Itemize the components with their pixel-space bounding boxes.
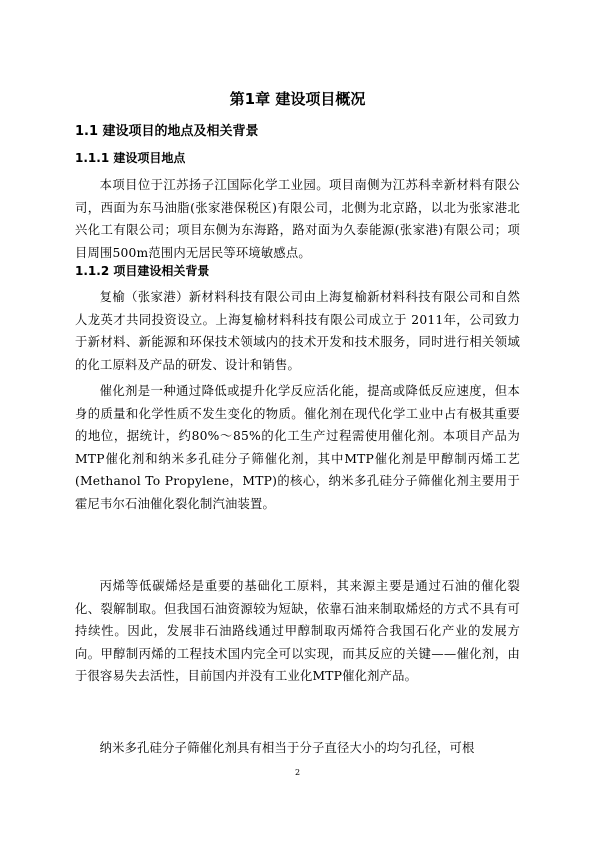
section-heading-1-1-2: 1.1.2 项目建设相关背景 (75, 264, 210, 278)
section-heading-1-1: 1.1 建设项目的地点及相关背景 (75, 124, 259, 139)
page-number: 2 (294, 768, 301, 777)
paragraph-company: 复榆（张家港）新材料科技有限公司由上海复榆新材料科技有限公司和自然人龙英才共同投资设立。上海复榆材料科技有限公司成立于 2011年，公司致力于新材料、新能源和环保技术领域内的技术开发和技术服务，同时进行相关领域的化工原料及产品的研发、设计和销售。 (75, 290, 520, 372)
chapter-title: 第1章 建设项目概况 (229, 90, 366, 108)
section-heading-1-1-1: 1.1.1 建设项目地点 (75, 151, 186, 165)
paragraph-catalyst: 催化剂是一种通过降低或提升化学反应活化能，提高或降低反应速度，但本身的质量和化学性质不发生变化的物质。催化剂在现代化学工业中占有极其重要的地位，据统计，约80%～85%的化工生产过程需使用催化剂。本项目产品为MTP催化剂和纳米多孔硅分子筛催化剂，其中MTP催化剂是甲醇制丙烯工艺(Methanol To Propylene，MTP)的核心，纳米多孔硅分子筛催化剂主要用于霍尼韦尔石油催化裂化制汽油装置。 (75, 384, 520, 511)
paragraph-location: 本项目位于江苏扬子江国际化学工业园。项目南侧为江苏科幸新材料有限公司，西面为东马油脂(张家港保税区)有限公司，北侧为北京路，以北为张家港北兴化工有限公司；项目东侧为东海路，路对面为久泰能源(张家港)有限公司；项目周围500m范围内无居民等环境敏感点。 (75, 178, 520, 260)
paragraph-propylene: 丙烯等低碳烯烃是重要的基础化工原料，其来源主要是通过石油的催化裂化、裂解制取。但我国石油资源较为短缺，依靠石油来制取烯烃的方式不具有可持续性。因此，发展非石油路线通过甲醇制取丙烯符合我国石化产业的发展方向。甲醇制丙烯的工程技术国内完全可以实现，而其反应的关键——催化剂，由于很容易失去活性，目前国内并没有工业化MTP催化剂产品。 (75, 579, 520, 683)
paragraph-nano: 纳米多孔硅分子筛催化剂具有相当于分子直径大小的均匀孔径，可根 (99, 741, 475, 755)
